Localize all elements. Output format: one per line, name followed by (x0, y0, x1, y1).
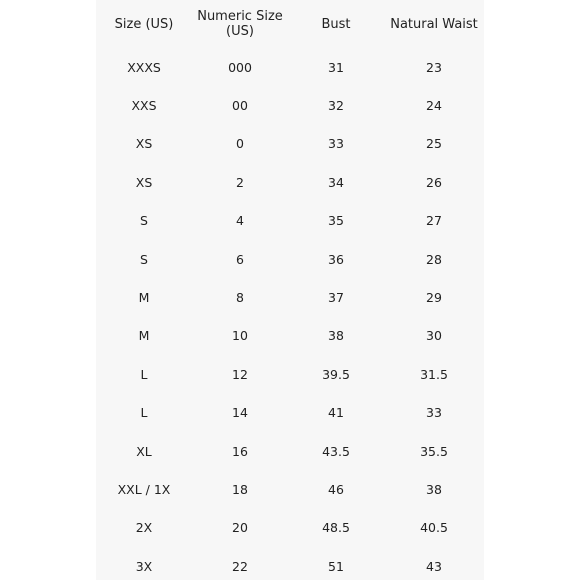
cell-numeric-size: 16 (232, 443, 248, 459)
cell-bust: 35 (328, 213, 344, 229)
table-row (96, 317, 484, 355)
cell-natural-waist: 43 (426, 558, 442, 574)
cell-bust: 48.5 (322, 520, 350, 536)
cell-bust: 32 (328, 98, 344, 114)
cell-bust: 51 (328, 558, 344, 574)
cell-numeric-size: 00 (232, 98, 248, 114)
cell-natural-waist: 27 (426, 213, 442, 229)
cell-size-us: L (140, 366, 148, 382)
table-header (96, 0, 484, 48)
cell-natural-waist: 26 (426, 174, 442, 190)
cell-bust: 38 (328, 328, 344, 344)
cell-size-us: L (140, 405, 148, 421)
cell-bust: 37 (328, 290, 344, 306)
cell-natural-waist: 28 (426, 251, 442, 267)
table-body (96, 48, 484, 580)
cell-numeric-size: 10 (232, 328, 248, 344)
cell-numeric-size: 20 (232, 520, 248, 536)
header-size-us: Size (US) (114, 16, 174, 32)
cell-size-us: XL (136, 443, 152, 459)
cell-size-us: XXL / 1X (117, 481, 171, 497)
cell-numeric-size: 6 (236, 251, 244, 267)
cell-size-us: S (140, 251, 148, 267)
table-row (96, 509, 484, 547)
cell-numeric-size: 14 (232, 405, 248, 421)
table-row (96, 86, 484, 124)
table-row (96, 432, 484, 470)
cell-natural-waist: 40.5 (420, 520, 448, 536)
header-row (96, 0, 484, 48)
cell-size-us: M (138, 290, 150, 306)
cell-bust: 34 (328, 174, 344, 190)
cell-size-us: XS (135, 174, 153, 190)
cell-natural-waist: 24 (426, 98, 442, 114)
cell-numeric-size: 18 (232, 481, 248, 497)
cell-size-us: XXS (131, 98, 157, 114)
table-row (96, 394, 484, 432)
cell-natural-waist: 23 (426, 59, 442, 75)
cell-numeric-size: 0 (236, 136, 244, 152)
cell-bust: 31 (328, 59, 344, 75)
cell-natural-waist: 31.5 (420, 366, 448, 382)
cell-bust: 36 (328, 251, 344, 267)
cell-bust: 41 (328, 405, 344, 421)
cell-size-us: 3X (135, 558, 153, 574)
cell-size-us: M (138, 328, 150, 344)
table-row (96, 202, 484, 240)
table-row (96, 125, 484, 163)
cell-natural-waist: 30 (426, 328, 442, 344)
cell-bust: 33 (328, 136, 344, 152)
cell-natural-waist: 29 (426, 290, 442, 306)
cell-size-us: XS (135, 136, 153, 152)
cell-natural-waist: 33 (426, 405, 442, 421)
cell-numeric-size: 000 (228, 59, 252, 75)
table-row (96, 48, 484, 86)
header-natural-waist: Natural Waist (390, 16, 478, 32)
cell-numeric-size: 8 (236, 290, 244, 306)
table-row (96, 240, 484, 278)
cell-size-us: XXXS (127, 59, 161, 75)
table-row (96, 278, 484, 316)
cell-bust: 46 (328, 481, 344, 497)
cell-numeric-size: 22 (232, 558, 248, 574)
cell-size-us: 2X (135, 520, 153, 536)
cell-natural-waist: 38 (426, 481, 442, 497)
cell-numeric-size: 12 (232, 366, 248, 382)
header-bust: Bust (321, 16, 351, 32)
table-row (96, 163, 484, 201)
cell-natural-waist: 25 (426, 136, 442, 152)
cell-bust: 39.5 (322, 366, 350, 382)
cell-natural-waist: 35.5 (420, 443, 448, 459)
cell-numeric-size: 2 (236, 174, 244, 190)
table-row (96, 470, 484, 508)
cell-size-us: S (140, 213, 148, 229)
header-numeric-size-us: Numeric Size (US) (197, 9, 283, 39)
table-row (96, 547, 484, 580)
cell-bust: 43.5 (322, 443, 350, 459)
table-row (96, 355, 484, 393)
size-chart-table (96, 0, 484, 580)
cell-numeric-size: 4 (236, 213, 244, 229)
